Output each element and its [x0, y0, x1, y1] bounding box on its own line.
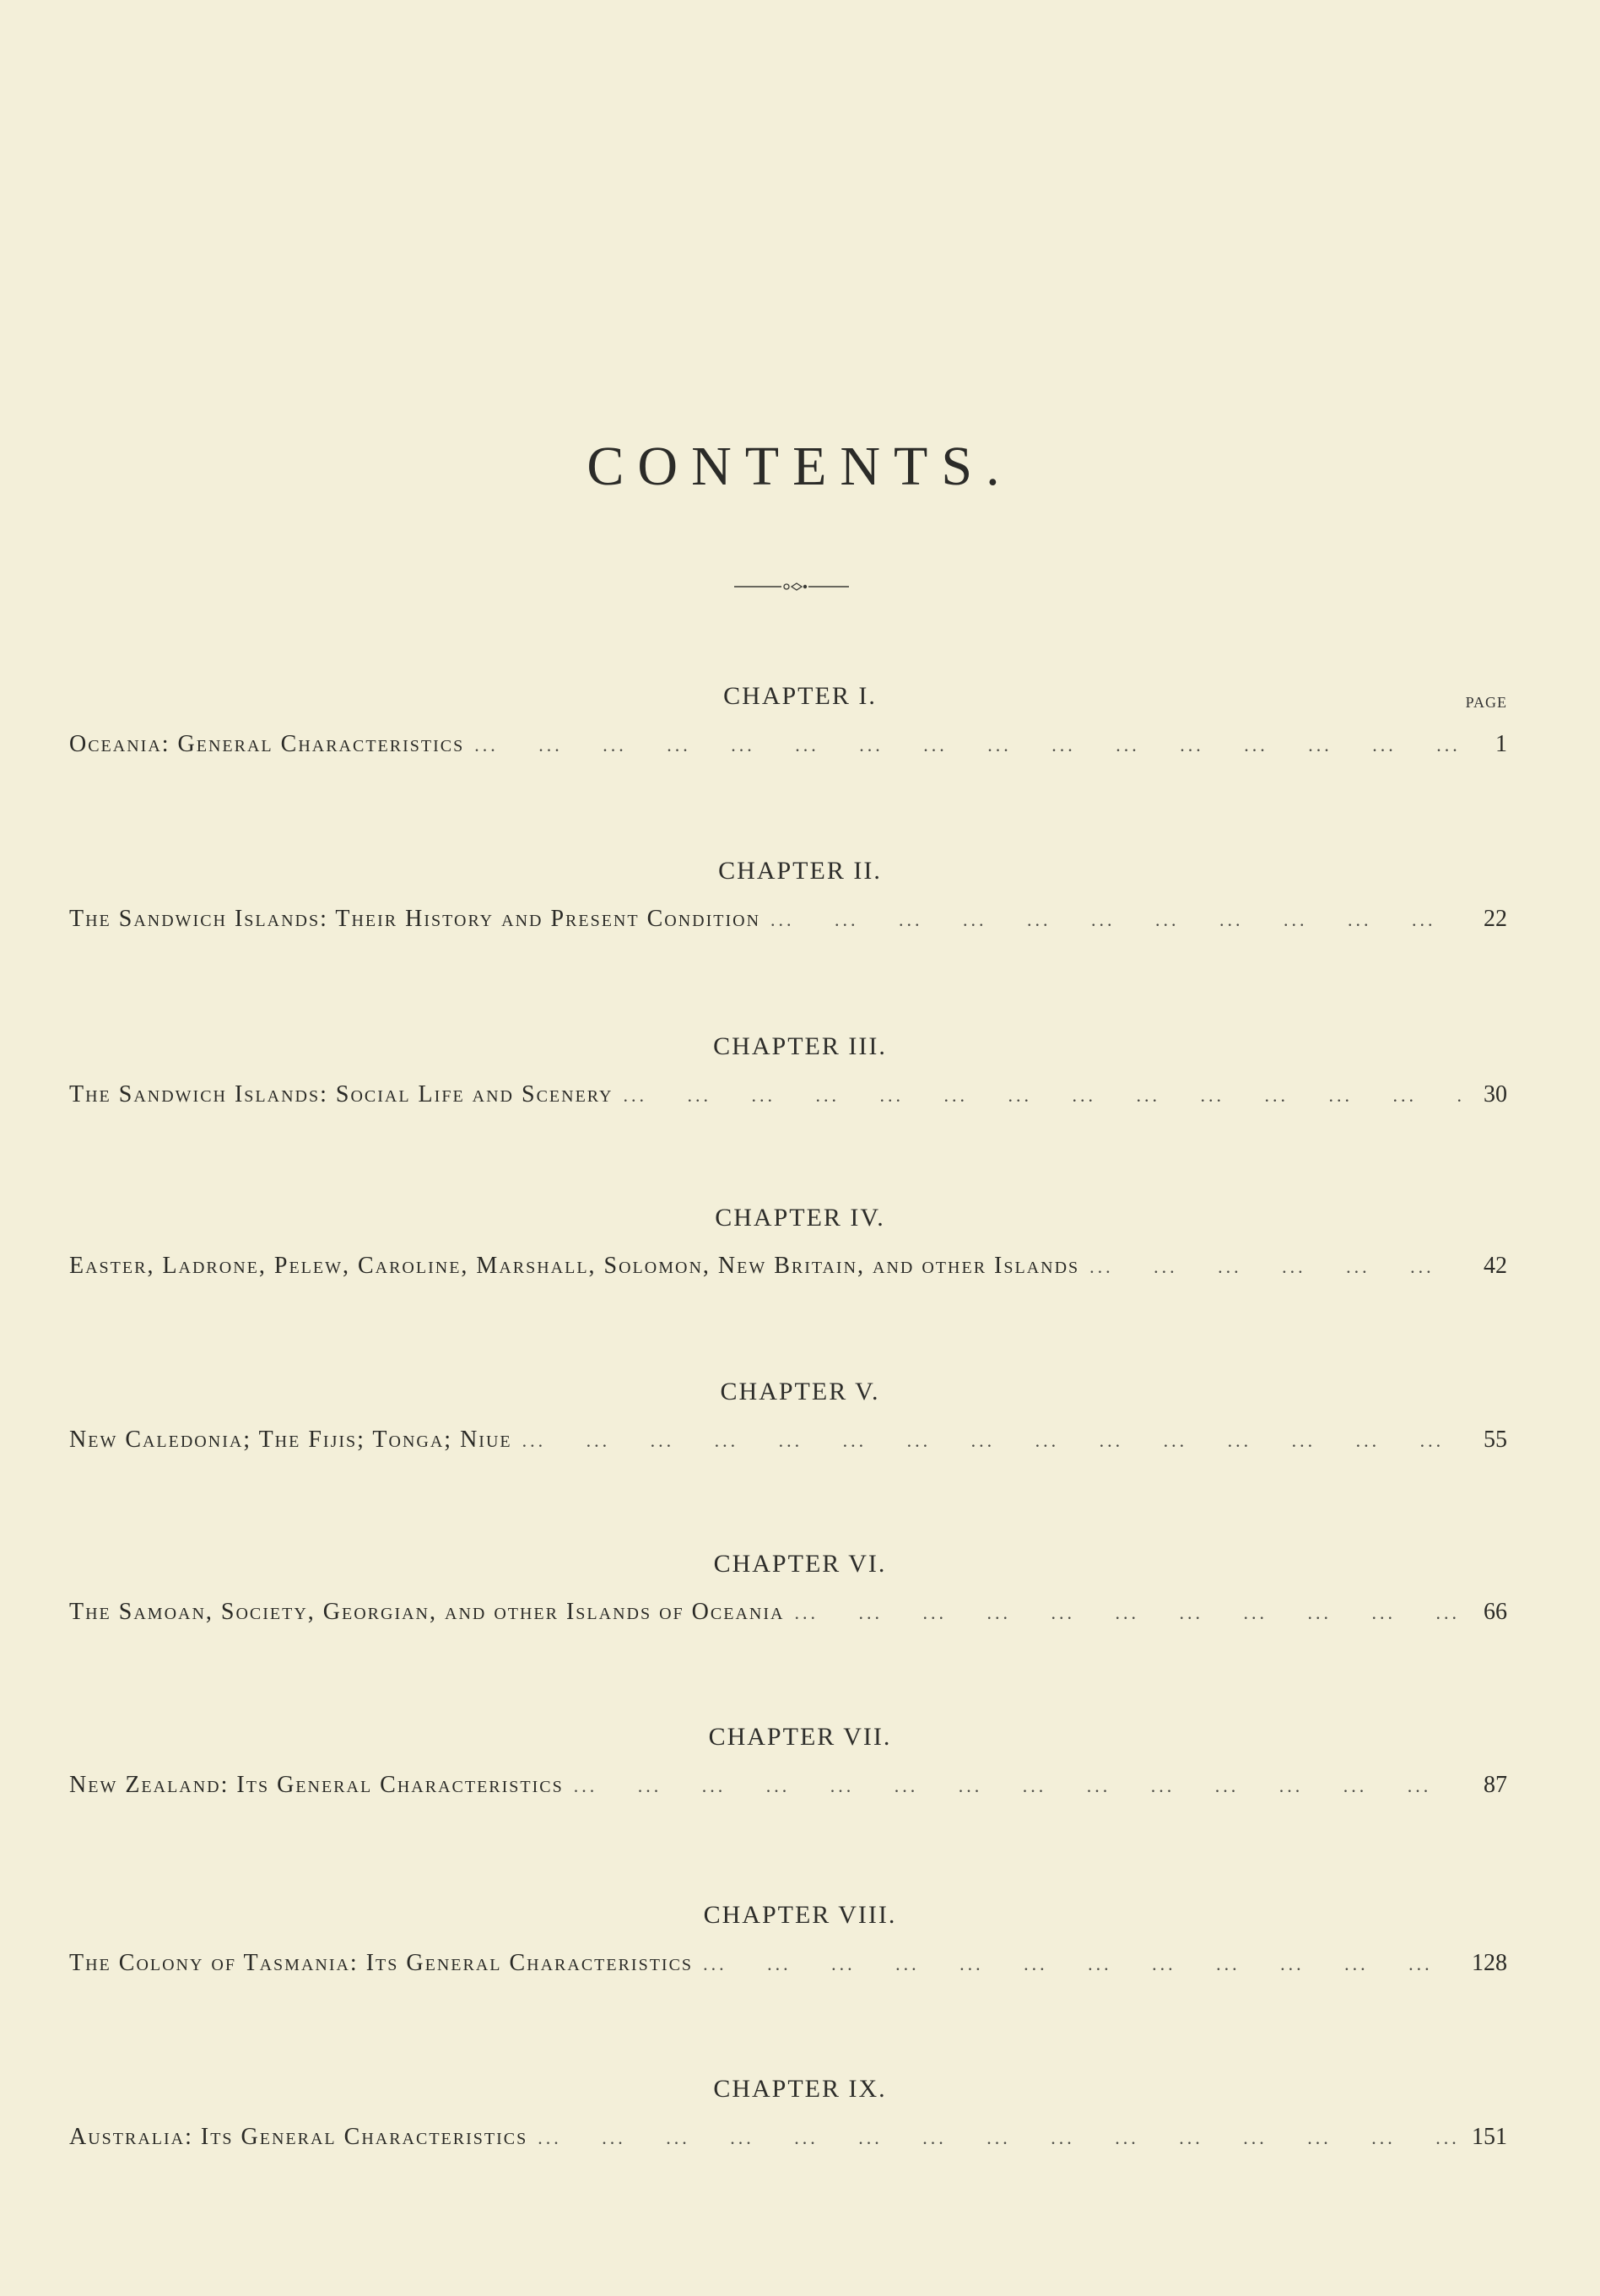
- dot-leader: [794, 1604, 1463, 1622]
- entry-title: Australia: Its General Characteristics: [69, 2124, 528, 2150]
- chapter-4: [0, 1204, 1600, 1279]
- dot-leader: [770, 911, 1463, 929]
- entry-page-number: 42: [1484, 1253, 1507, 1279]
- toc-entry[interactable]: [69, 1083, 1507, 1107]
- title-ornament: [734, 581, 849, 593]
- page-column-label: PAGE: [1465, 694, 1507, 711]
- entry-page-number: 151: [1472, 2124, 1507, 2150]
- toc-entry[interactable]: [69, 907, 1507, 931]
- dot-leader: [574, 1777, 1463, 1795]
- chapter-heading: CHAPTER III.: [713, 1032, 887, 1060]
- chapter-1: [0, 682, 1600, 757]
- entry-title: The Samoan, Society, Georgian, and other Islands of Oceania: [69, 1599, 785, 1625]
- entry-title: The Colony of Tasmania: Its General Characteristics: [69, 1950, 694, 1976]
- chapter-heading: CHAPTER VIII.: [703, 1901, 897, 1929]
- entry-page-number: 66: [1484, 1599, 1507, 1625]
- chapter-9: [0, 2075, 1600, 2150]
- entry-title: New Zealand: Its General Characteristics: [69, 1772, 564, 1798]
- entry-page-number: 87: [1484, 1772, 1507, 1798]
- toc-entry[interactable]: [69, 1773, 1507, 1797]
- chapter-8: [0, 1901, 1600, 1976]
- dot-leader: [538, 2129, 1462, 2147]
- chapter-7: [0, 1723, 1600, 1798]
- chapter-heading: CHAPTER VII.: [708, 1723, 892, 1751]
- dot-leader: [522, 1432, 1463, 1450]
- chapter-heading: CHAPTER IV.: [715, 1204, 885, 1232]
- entry-title: Oceania: General Characteristics: [69, 731, 465, 757]
- entry-title: New Caledonia; The Fijis; Tonga; Niue: [69, 1427, 512, 1453]
- dot-leader: [474, 736, 1463, 755]
- toc-entry[interactable]: [69, 1254, 1507, 1278]
- entry-page-number: 1: [1495, 731, 1507, 757]
- toc-entry[interactable]: [69, 1600, 1507, 1624]
- toc-entry[interactable]: [69, 1428, 1507, 1452]
- chapter-3: [0, 1032, 1600, 1107]
- entry-page-number: 30: [1484, 1081, 1507, 1107]
- chapter-heading: CHAPTER II.: [718, 857, 882, 885]
- entry-page-number: 128: [1472, 1950, 1507, 1976]
- dot-leader: [1089, 1258, 1463, 1276]
- entry-title: Easter, Ladrone, Pelew, Caroline, Marshall, Solomon, New Britain, and other Islands: [69, 1253, 1080, 1279]
- chapter-heading: CHAPTER IX.: [713, 2075, 887, 2103]
- toc-entry[interactable]: [69, 2125, 1507, 2149]
- toc-entry[interactable]: [69, 733, 1507, 756]
- entry-page-number: 55: [1484, 1427, 1507, 1453]
- chapter-heading: CHAPTER V.: [720, 1378, 880, 1405]
- chapter-6: [0, 1550, 1600, 1625]
- entry-title: The Sandwich Islands: Their History and Present Condition: [69, 906, 761, 932]
- entry-title: The Sandwich Islands: Social Life and Scenery: [69, 1081, 614, 1107]
- entry-page-number: 22: [1484, 906, 1507, 932]
- toc-entry[interactable]: [69, 1952, 1507, 1975]
- chapter-2: [0, 857, 1600, 932]
- dot-leader: [623, 1086, 1463, 1105]
- chapter-5: [0, 1378, 1600, 1453]
- page-title: CONTENTS.: [586, 436, 1014, 497]
- dot-leader: [703, 1955, 1462, 1974]
- chapter-heading: CHAPTER VI.: [713, 1550, 887, 1578]
- chapter-heading: CHAPTER I.: [723, 682, 877, 710]
